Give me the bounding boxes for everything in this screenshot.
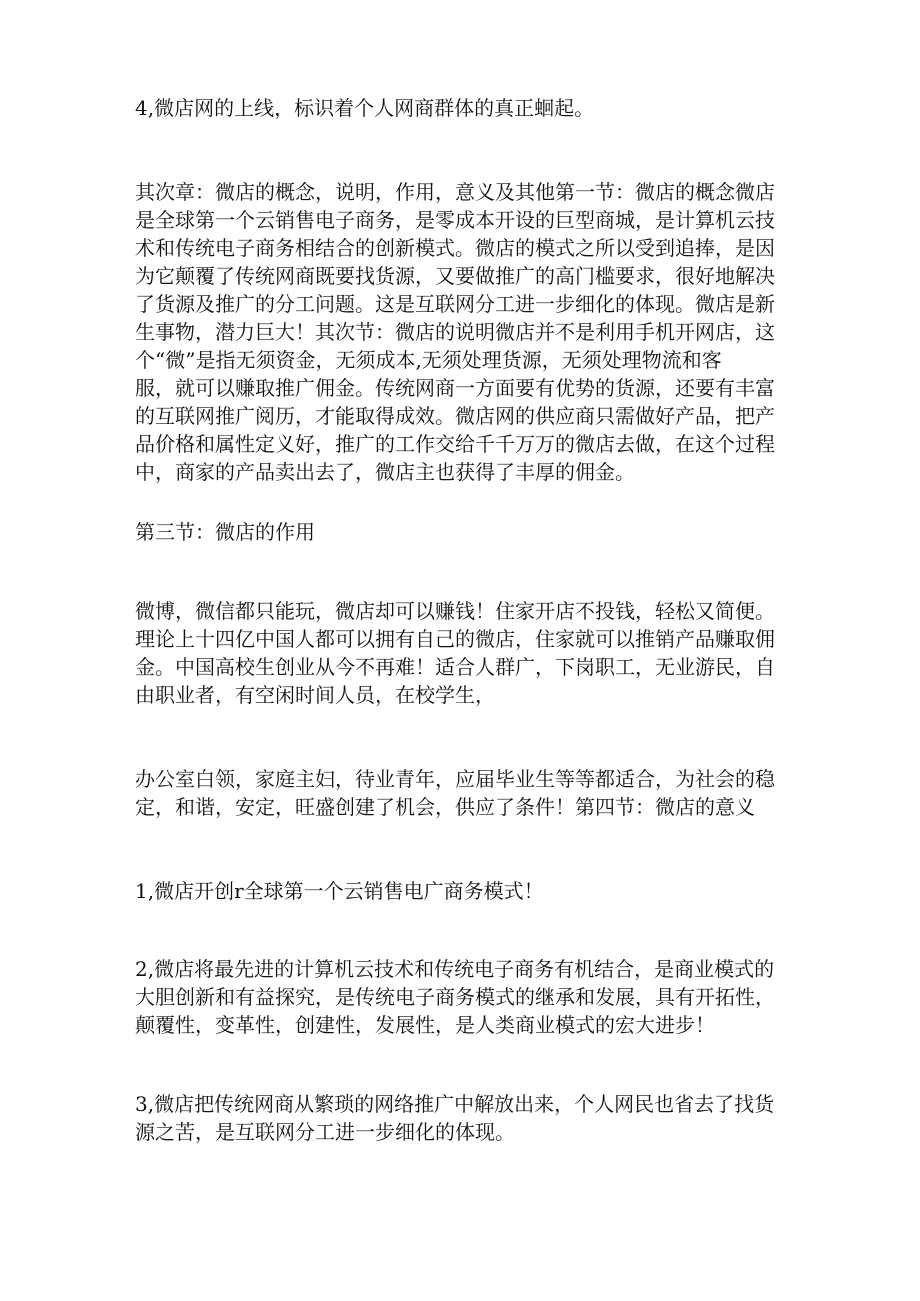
text-line: 服，就可以赚取推广佣金。传统网商一方面要有优势的货源，还要有丰富 [135,376,775,400]
text-line: 大胆创新和有益探究，是传统电子商务模式的继承和发展，具有开拓性， [135,985,775,1009]
text-line: 办公室白领，家庭主妇，待业青年，应届毕业生等等都适合，为社会的稳 [135,767,775,791]
text-line: 4,微店网的上线，标识着个人网商群体的真正蛔起。 [135,96,595,120]
text-line: 理论上十四亿中国人都可以拥有自己的微店，住家就可以推销产品赚取佣 [135,627,775,651]
paragraph-significance-1 [135,877,785,905]
text-line: 品价格和属性定义好，推广的工作交给千千万万的微店去做，在这个过程 [135,432,775,456]
section-heading-function [135,518,785,546]
text-line: 金。中国高校生创业从今不再难！适合人群广，下岗职工，无业游民，自 [135,655,775,679]
paragraph-significance-3 [135,1090,785,1146]
text-line: 微博，微信都只能玩，微店却可以赚钱！住家开店不投钱，轻松又简便。 [135,599,775,623]
text-line: 中，商家的产品卖出去了，微店主也获得了丰厚的佣金。 [135,460,635,484]
paragraph-significance-2 [135,955,785,1039]
text-line: 了货源及推广的分工问题。这是互联网分工进一步细化的体现。微店是新 [135,292,775,316]
paragraph-chapter-two-concept [135,178,785,486]
text-line: 由职业者，有空闲时间人员，在校学生， [135,683,495,707]
text-line: 个“微”是指无须资金，无须成本,无须处理货源，无须处理物流和客 [135,348,722,372]
text-line: 是全球第一个云销售电子商务，是零成本开设的巨型商城，是计算机云技 [135,208,775,232]
text-line: 定，和谐，安定，旺盛创建了机会，供应了条件！第四节：微店的意义 [135,795,755,819]
paragraph-suitable-groups [135,765,785,821]
text-line: 颠覆性，变革性，创建性，发展性，是人类商业模式的宏大进步！ [135,1013,715,1037]
text-line: 术和传统电子商务相结合的创新模式。微店的模式之所以受到追捧，是因 [135,236,775,260]
paragraph-launch [135,94,785,122]
text-line: 为它颠覆了传统网商既要找货源，又要做推广的高门槛要求，很好地解决 [135,264,775,288]
text-line: 3,微店把传统网商从繁琐的网络推广中解放出来，个人网民也省去了找货 [135,1092,775,1116]
paragraph-function-body [135,597,785,709]
text-line: 源之苦，是互联网分工进一步细化的体现。 [135,1120,515,1144]
text-line: 第三节：微店的作用 [135,520,315,544]
text-line: 的互联网推广阅历，才能取得成效。微店网的供应商只需做好产品，把产 [135,404,775,428]
text-line: 生事物，潜力巨大！其次节：微店的说明微店并不是利用手机开网店，这 [135,320,775,344]
text-line: 1,微店开创r全球第一个云销售电广商务模式！ [135,879,544,903]
text-line: 2,微店将最先进的计算机云技术和传统电子商务有机结合，是商业模式的 [135,957,775,981]
text-line: 其次章：微店的概念，说明，作用，意义及其他第一节：微店的概念微店 [135,180,775,204]
